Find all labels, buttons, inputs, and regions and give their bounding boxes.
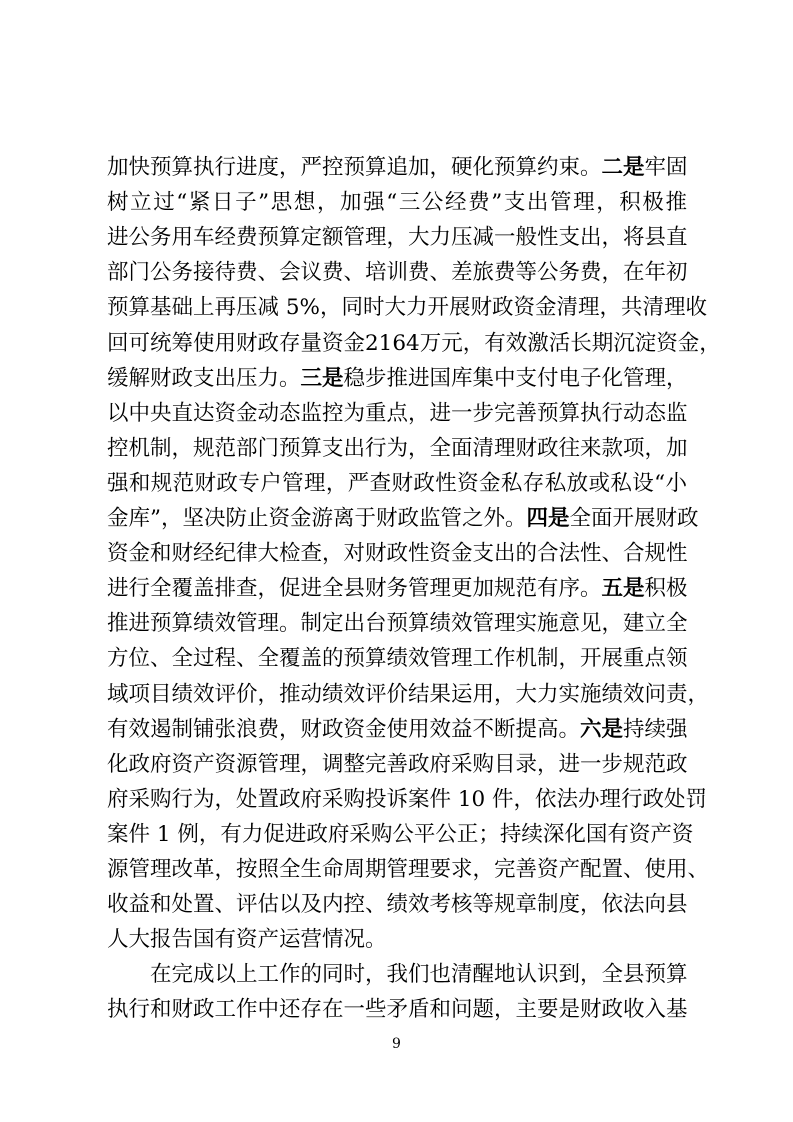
text-line — [107, 466, 687, 502]
text-line — [107, 501, 699, 537]
page-number: 9 — [392, 1036, 401, 1052]
text-segment: 控机制，规范部门预算支出行为，全面清理财政往来款项，加 — [107, 435, 688, 461]
text-line — [107, 712, 687, 748]
text-line — [107, 185, 687, 221]
text-segment: 积极 — [644, 576, 688, 602]
text-line — [107, 606, 687, 642]
text-line — [107, 536, 687, 572]
text-line — [150, 957, 687, 993]
text-segment: 人大报告国有资产运营情况。 — [107, 927, 387, 953]
text-segment: 树立过“紧日子”思想，加强“三公经费”支出管理，积极推 — [107, 190, 687, 216]
text-line — [107, 782, 708, 818]
text-segment: 案件 1 例，有力促进政府采购公平公正；持续深化国有资产资 — [107, 821, 694, 847]
text-line — [107, 817, 694, 853]
text-segment: 府采购行为，处置政府采购投诉案件 10 件，依法办理行政处罚 — [107, 786, 708, 812]
text-segment: 有效遏制铺张浪费，财政资金使用效益不断提高。 — [107, 716, 581, 742]
text-segment: 缓解财政支出压力。 — [107, 365, 301, 391]
text-line — [107, 220, 687, 256]
text-segment: 化政府资产资源管理，调整完善政府采购目录，进一步规范政 — [107, 751, 688, 777]
text-segment: 推进预算绩效管理。制定出台预算绩效管理实施意见，建立全 — [107, 611, 688, 637]
text-line — [107, 431, 687, 467]
text-segment: 强和规范财政专户管理，严查财政性资金私存私放或私设“小 — [107, 470, 687, 496]
text-segment: 金库”，坚决防止资金游离于财政监管之外。 — [107, 506, 527, 531]
text-segment: 全面开展财政 — [569, 506, 699, 531]
text-line — [107, 747, 687, 783]
text-line — [107, 396, 687, 432]
emphasis-text: 四是 — [526, 506, 570, 531]
text-line — [107, 641, 687, 677]
text-line — [107, 255, 687, 291]
emphasis-text: 六是 — [580, 716, 624, 742]
emphasis-text: 三是 — [300, 365, 344, 391]
text-segment: 预算基础上再压减 5%，同时大力开展财政资金清理，共清理收 — [107, 295, 707, 321]
text-segment: 进公务用车经费预算定额管理，大力压减一般性支出，将县直 — [107, 225, 688, 251]
text-segment: 部门公务接待费、会议费、培训费、差旅费等公务费，在年初 — [107, 260, 688, 286]
text-segment: 牢固 — [644, 155, 688, 180]
text-segment: 回可统筹使用财政存量资金2164万元，有效激活长期沉淀资金， — [107, 330, 721, 356]
text-line — [107, 677, 710, 713]
text-line — [107, 326, 721, 362]
text-line — [107, 290, 707, 326]
text-line — [107, 150, 687, 186]
text-line — [107, 361, 687, 397]
text-segment: 在完成以上工作的同时，我们也清醒地认识到，全县预算 — [150, 962, 688, 988]
text-segment: 收益和处置、评估以及内控、绩效考核等规章制度，依法向县 — [107, 892, 688, 918]
text-line — [107, 887, 687, 923]
text-segment: 持续强 — [623, 716, 688, 742]
text-line — [107, 571, 687, 607]
emphasis-text: 二是 — [601, 155, 645, 180]
text-segment: 以中央直达资金动态监控为重点，进一步完善预算执行动态监 — [107, 400, 688, 426]
emphasis-text: 五是 — [601, 576, 645, 602]
text-segment: 加快预算执行进度，严控预算追加，硬化预算约束。 — [107, 155, 602, 180]
text-segment: 域项目绩效评价，推动绩效评价结果运用，大力实施绩效问责， — [107, 681, 710, 707]
text-segment: 进行全覆盖排查，促进全县财务管理更加规范有序。 — [107, 576, 602, 602]
text-segment: 方位、全过程、全覆盖的预算绩效管理工作机制，开展重点领 — [107, 646, 688, 672]
text-segment: 源管理改革，按照全生命周期管理要求，完善资产配置、使用、 — [107, 857, 710, 882]
text-segment: 稳步推进国库集中支付电子化管理， — [343, 365, 688, 391]
text-segment: 资金和财经纪律大检查，对财政性资金支出的合法性、合规性 — [107, 541, 688, 567]
text-line — [107, 852, 710, 888]
text-line — [107, 922, 687, 958]
text-segment: 执行和财政工作中还存在一些矛盾和问题，主要是财政收入基 — [107, 997, 688, 1023]
text-line — [107, 992, 687, 1028]
